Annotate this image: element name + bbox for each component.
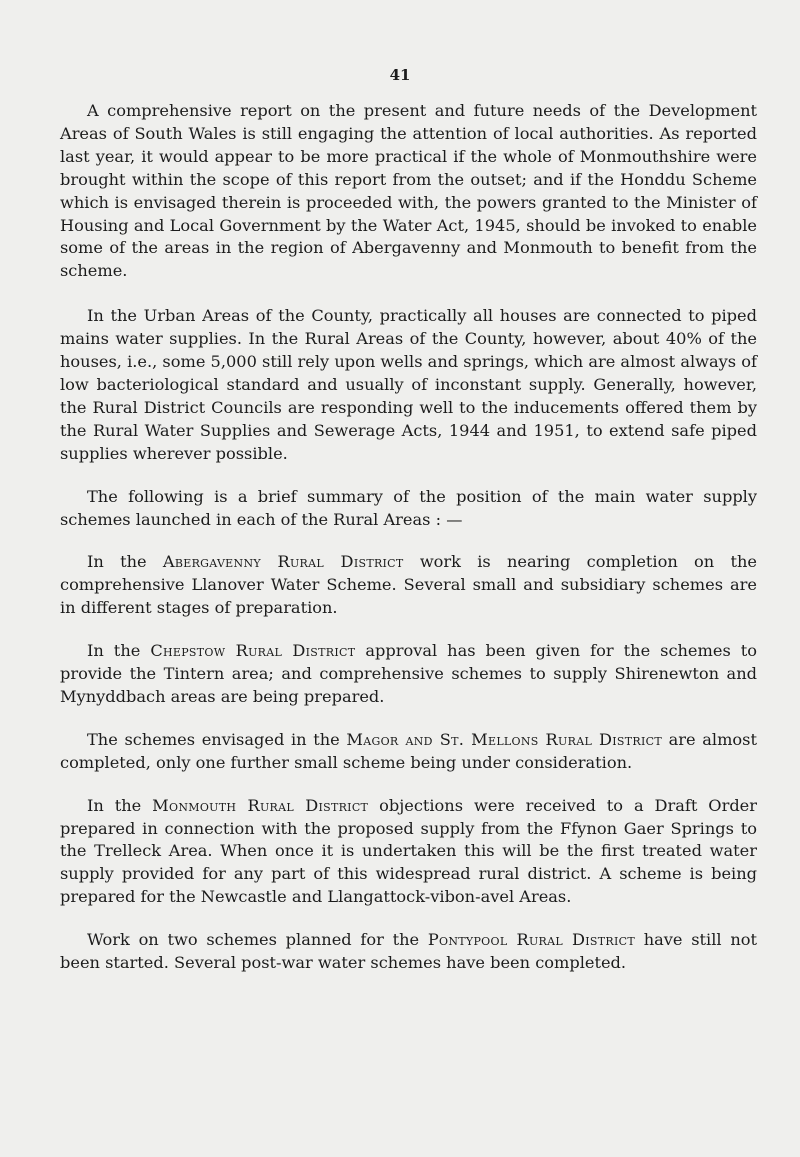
paragraph-body: work is nearing completion on the comprehensive Llanover Water Scheme. Several small and subsidiary schemes are in different stages of preparation. [60, 552, 757, 618]
paragraph-lead: The schemes envisaged in the [87, 729, 347, 749]
paragraph-lead: In the [87, 641, 151, 661]
district-name-magor-st-mellons: Magor and St. Mellons Rural District [346, 729, 662, 749]
paragraph-chepstow [60, 640, 757, 709]
page-number: 41 [389, 66, 411, 84]
paragraph-lead: In the [87, 795, 153, 815]
paragraph-magor-st-mellons [60, 729, 757, 775]
district-name-chepstow: Chepstow Rural District [150, 641, 356, 661]
paragraph-pontypool [60, 929, 757, 975]
district-name-monmouth: Monmouth Rural District [152, 795, 369, 815]
paragraph-lead: Work on two schemes planned for the [87, 930, 428, 950]
district-name-abergavenny: Abergavenny Rural District [162, 552, 404, 572]
paragraph-body: are almost completed, only one further small scheme being under consideration. [60, 729, 757, 772]
paragraph-piped-supplies: In the Urban Areas of the County, practically all houses are connected to piped mains water supplies. In the Rural Areas of the County, however, about 40% of the houses, i.e., some 5,000 still rely upon wells and springs, which are almost always of low bacteriological standard and usually of inconstant supply. Generally, however, the Rural District Councils are responding well to the inducements offered them by the Rural Water Supplies and Sewerage Acts, 1944 and 1951, to extend safe piped supplies wherever possible. [60, 306, 757, 463]
page-body [60, 100, 757, 975]
paragraph-monmouth [60, 795, 757, 910]
paragraph-body: have still not been started. Several post-war water schemes have been completed. [60, 930, 757, 973]
paragraph-body: objections were received to a Draft Order prepared in connection with the proposed supply from the Ffynon Gaer Springs to the Trelleck Area. When once it is undertaken this will be the first treated water supply provided for any part of this widespread rural district. A scheme is being prepared for the Newcastle and Llangattock-vibon-avel Areas. [60, 795, 757, 907]
paragraph-summary-intro: The following is a brief summary of the position of the main water supply schemes launched in each of the Rural Areas : — [60, 486, 757, 529]
paragraph-lead: In the [87, 552, 163, 572]
paragraph-abergavenny [60, 551, 757, 620]
paragraph-development-areas-report: A comprehensive report on the present and future needs of the Development Areas of South Wales is still engaging the attention of local authorities. As reported last year, it would appear to be more practical if the whole of Monmouthshire were brought within the scope of this report from the outset; and if the Honddu Scheme which is envisaged therein is proceeded with, the powers granted to the Minister of Housing and Local Government by the Water Act, 1945, should be invoked to enable some of the areas in the region of Abergavenny and Monmouth to benefit from the scheme. [60, 101, 757, 281]
district-name-pontypool: Pontypool Rural District [427, 930, 635, 950]
paragraph-body: approval has been given for the schemes to provide the Tintern area; and comprehensive schemes to supply Shirenewton and Mynyddbach areas are being prepared. [60, 641, 757, 706]
